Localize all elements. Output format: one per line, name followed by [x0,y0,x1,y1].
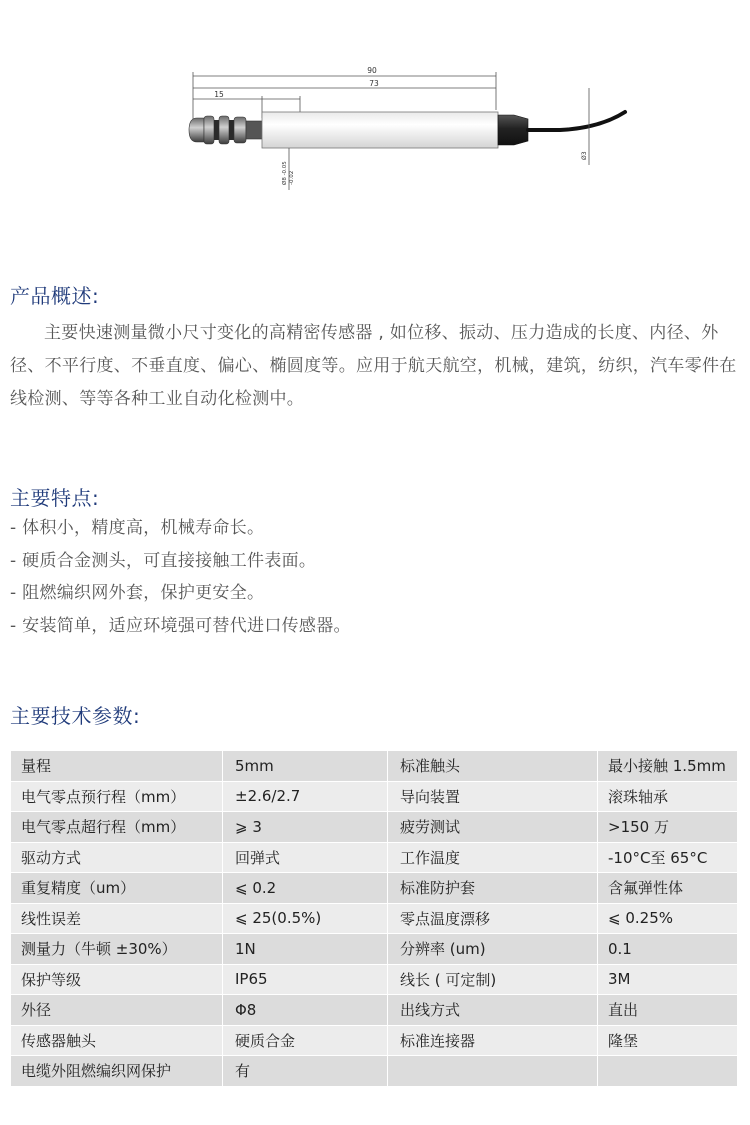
spec-label: 出线方式 [388,995,598,1026]
spec-value: 硬质合金 [223,1025,388,1056]
dim-73-label: 73 [369,79,379,88]
table-row [11,873,738,904]
spec-label: 测量力（牛顿 ±30%） [11,934,223,965]
spec-label: 量程 [11,751,223,782]
spec-label: 电气零点预行程（mm） [11,781,223,812]
spec-label: 导向装置 [388,781,598,812]
spec-label: 驱动方式 [11,842,223,873]
specs-title: 主要技术参数: [10,704,141,728]
table-row [11,781,738,812]
spec-value [598,1056,738,1087]
spec-value: -10°C至 65°C [598,842,738,873]
spec-value: 5mm [223,751,388,782]
spec-value: 0.1 [598,934,738,965]
table-row [11,1025,738,1056]
spec-label: 传感器触头 [11,1025,223,1056]
spec-label [388,1056,598,1087]
spec-value: 隆堡 [598,1025,738,1056]
spec-label: 标准触头 [388,751,598,782]
dim-diameter-label: Ø8 -0.05 [282,161,288,185]
spec-value: 3M [598,964,738,995]
spec-label: 标准防护套 [388,873,598,904]
feature-item: - 体积小，精度高，机械寿命长。 [10,518,265,538]
table-row [11,751,738,782]
spec-label: 疲劳测试 [388,812,598,843]
table-row [11,995,738,1026]
features-title: 主要特点: [10,486,100,510]
feature-item: - 安装简单，适应环境强可替代进口传感器。 [10,615,351,636]
feature-item: - 阻燃编织网外套，保护更安全。 [10,583,265,603]
feature-item: - 硬质合金测头，可直接接触工件表面。 [10,550,317,571]
overview-text: 主要快速测量微小尺寸变化的高精密传感器 , 如位移、振动、压力造成的长度、内径、外径、不平行度、不垂直度、偏心、椭圆度等。应用于航天航空，机械，建筑，纺织，汽车零件在线检测、等等各种工业自动化检测中。 [10,323,737,409]
spec-label: 线性误差 [11,903,223,934]
spec-label: 重复精度（um） [11,873,223,904]
spec-label: 外径 [11,995,223,1026]
spec-value: 最小接触 1.5mm [598,751,738,782]
spec-label: 工作温度 [388,842,598,873]
spec-label: 电缆外阻燃编织网保护 [11,1056,223,1087]
spec-value: 有 [223,1056,388,1087]
spec-value: 滚珠轴承 [598,781,738,812]
spec-label: 零点温度漂移 [388,903,598,934]
cable-gland [498,115,528,145]
table-row [11,1056,738,1087]
specs-table [10,750,738,1087]
dim-cable-label: Ø3 [581,151,588,160]
dim-90-label: 90 [367,66,377,75]
spec-value: 直出 [598,995,738,1026]
overview-title: 产品概述: [10,284,100,308]
spec-value: ⩽ 0.25% [598,903,738,934]
table-row [11,903,738,934]
spec-value: >150 万 [598,812,738,843]
dim-diameter-tolerance: -0.02 [289,170,295,185]
features-list [10,512,740,642]
spec-label: 保护等级 [11,964,223,995]
table-row [11,842,738,873]
table-row [11,964,738,995]
spec-value: 回弹式 [223,842,388,873]
spec-value: Φ8 [223,995,388,1026]
spec-value: ±2.6/2.7 [223,781,388,812]
table-row [11,812,738,843]
probe-tip [189,118,204,142]
dim-15-label: 15 [214,90,224,99]
cable [528,112,625,130]
spec-value: IP65 [223,964,388,995]
spec-value: ⩽ 25(0.5%) [223,903,388,934]
probe-shaft [246,121,262,139]
spec-label: 线长 ( 可定制) [388,964,598,995]
spec-label: 电气零点超行程（mm） [11,812,223,843]
sensor-body [262,112,498,148]
spec-value: 1N [223,934,388,965]
spec-value: ⩽ 0.2 [223,873,388,904]
spec-value: 含氟弹性体 [598,873,738,904]
spec-label: 分辨率 (um) [388,934,598,965]
spec-value: ⩾ 3 [223,812,388,843]
sensor-drawing [0,0,750,240]
table-row [11,934,738,965]
spec-label: 标准连接器 [388,1025,598,1056]
